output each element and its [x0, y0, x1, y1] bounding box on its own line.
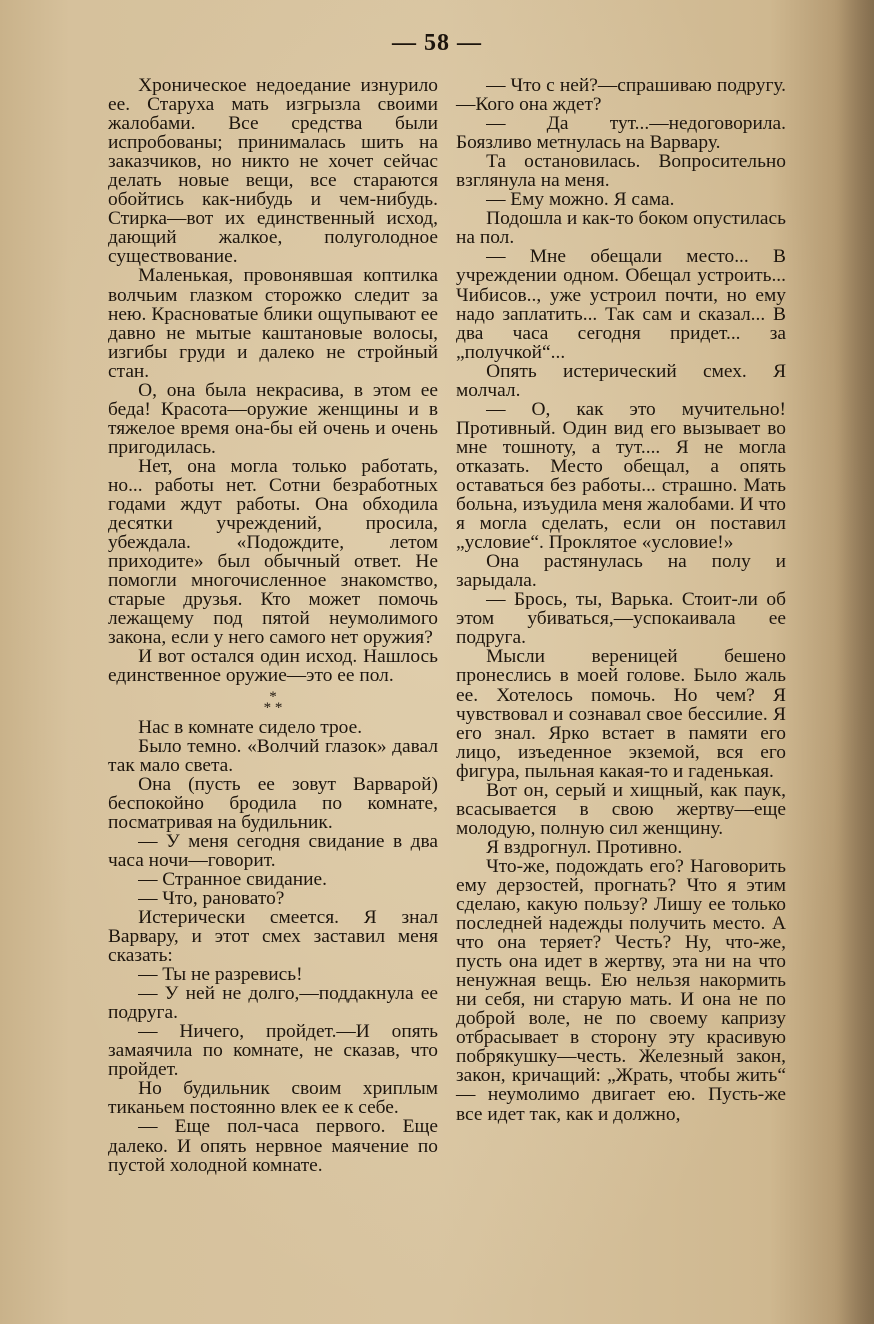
paragraph: — Брось, ты, Варька. Стоит-ли об этом убиваться,—успокаивала ее подруга.	[456, 589, 786, 649]
right-column	[456, 76, 786, 1124]
paragraph: Хроническое недоедание изнурило ее. Старуха мать изгрызла своими жалобами. Все средства были испробованы; принималась шить на заказчиков, но никто не хочет сейчас делать новые вещи, все стараются обойтись как-нибудь и чем-нибудь. Стирка—вот их единственный исход, дающий жалкое, полуголодное существование.	[108, 75, 438, 268]
paragraph: Та остановилась. Вопросительно взглянула на меня.	[456, 151, 786, 192]
paragraph: — Ничего, пройдет.—И опять замаячила по комнате, не сказав, что пройдет.	[108, 1021, 438, 1081]
paragraph: — Странное свидание.	[138, 868, 327, 890]
paragraph: Вот он, серый и хищный, как паук, всасывается в свою жертву—еще молодую, полную сил женщину.	[456, 779, 786, 839]
paragraph: Мысли вереницей бешено пронеслись в моей голове. Было жаль ее. Хотелось помочь. Но чем? Я чувствовал и сознавал свое бессилие. Я его знал. Ярко встает в памяти его лицо, изъеденное экземой, вся его фигура, пыльная какая-то и гаденькая.	[456, 646, 786, 782]
paragraph: — У меня сегодня свидание в два часа ночи—говорит.	[108, 830, 438, 871]
paragraph: Было темно. «Волчий глазок» давал так мало света.	[108, 735, 438, 776]
paragraph: — У ней не долго,—поддакнула ее подруга.	[108, 983, 438, 1024]
paragraph: Она (пусть ее зовут Варварой) беспокойно бродила по комнате, посматривая на будильник.	[108, 773, 438, 833]
asterism-text: * * *	[263, 688, 283, 716]
paragraph: Подошла и как-то боком опустилась на пол.	[456, 208, 786, 249]
paragraph: — Что с ней?—спрашиваю подругу.—Кого она ждет?	[456, 75, 786, 116]
paragraph: — Ему можно. Я сама.	[486, 189, 675, 211]
paragraph: И вот остался один исход. Нашлось единственное оружие—это ее пол.	[108, 646, 438, 687]
paragraph: — Мне обещали место... В учреждении одном. Обещал устроить... Чибисов.., уже устроил почти, но ему надо заплатить... Так сам и сказал... В два часа сегодня придет... за „получкой“...	[456, 246, 786, 363]
paragraph: Нет, она могла только работать, но... работы нет. Сотни безработных годами ждут работы. Она обходила десятки учреждений, просила, убеждала. «Подождите, летом приходите» был обычный ответ. Не помогли многочисленное знакомство, старые друзья. Кто может помочь лежащему под пятой неумолимого закона, если у него самого нет оружия?	[108, 455, 438, 649]
section-separator	[108, 688, 438, 716]
paragraph: Опять истерический смех. Я молчал.	[456, 360, 786, 401]
paragraph: Я вздрогнул. Противно.	[486, 836, 683, 858]
paragraph: Нас в комнате сидело трое.	[138, 716, 363, 738]
paragraph: Она растянулась на полу и зарыдала.	[456, 551, 786, 592]
left-column	[108, 76, 438, 1175]
paragraph: Истерически смеется. Я знал Варвару, и этот смех заставил меня сказать:	[108, 906, 438, 967]
paragraph: — Что, рановато?	[138, 887, 285, 909]
page-number: — 58 —	[392, 30, 482, 56]
paragraph: — О, как это мучительно! Противный. Один вид его вызывает во мне тошноту, а тут.... Я не могла отказать. Место обещал, а опять оставаться без работы... страшно. Мать больна, изъудила меня жалобами. И что я могла сделать, если он поставил „условие“. Проклятое «условие!»	[456, 398, 786, 554]
paragraph: Маленькая, провонявшая коптилка волчьим глазком сторожко следит за нею. Красноватые блики ощупывают ее давно не мытые каштановые волосы, изгибы груди и далеко не стройный стан.	[108, 265, 438, 382]
paragraph: — Ты не разревись!	[138, 964, 303, 986]
paragraph: О, она была некрасива, в этом ее беда! Красота—оружие женщины и в тяжелое время она-бы ей очень и очень пригодилась.	[108, 379, 438, 458]
paragraph: — Да тут...—недоговорила. Боязливо метнулась на Варвару.	[456, 113, 786, 154]
paragraph: — Еще пол-часа первого. Еще далеко. И опять нервное маячение по пустой холодной комнате.	[108, 1116, 438, 1176]
paragraph: Но будильник своим хриплым тиканьем постоянно влек ее к себе.	[108, 1078, 438, 1119]
paragraph: Что-же, подождать его? Наговорить ему дерзостей, прогнать? Что я этим сделаю, какую пользу? Лишу ее только последней надежды получить место. А что она теряет? Честь? Ну, что-же, пусть она идет в жертву, эта ни на что ненужная вещь. Ею нельзя накормить ни себя, ни старую мать. И она не по доброй воле, не по своему капризу отбрасывает в сторону эту красивую побрякушку—честь. Железный закон, закон, кричащий: „Жрать, чтобы жить“ — неумолимо двигает ею. Пусть-же все идет так, как и должно,	[456, 855, 786, 1125]
page-edge-shadow	[834, 0, 874, 1324]
